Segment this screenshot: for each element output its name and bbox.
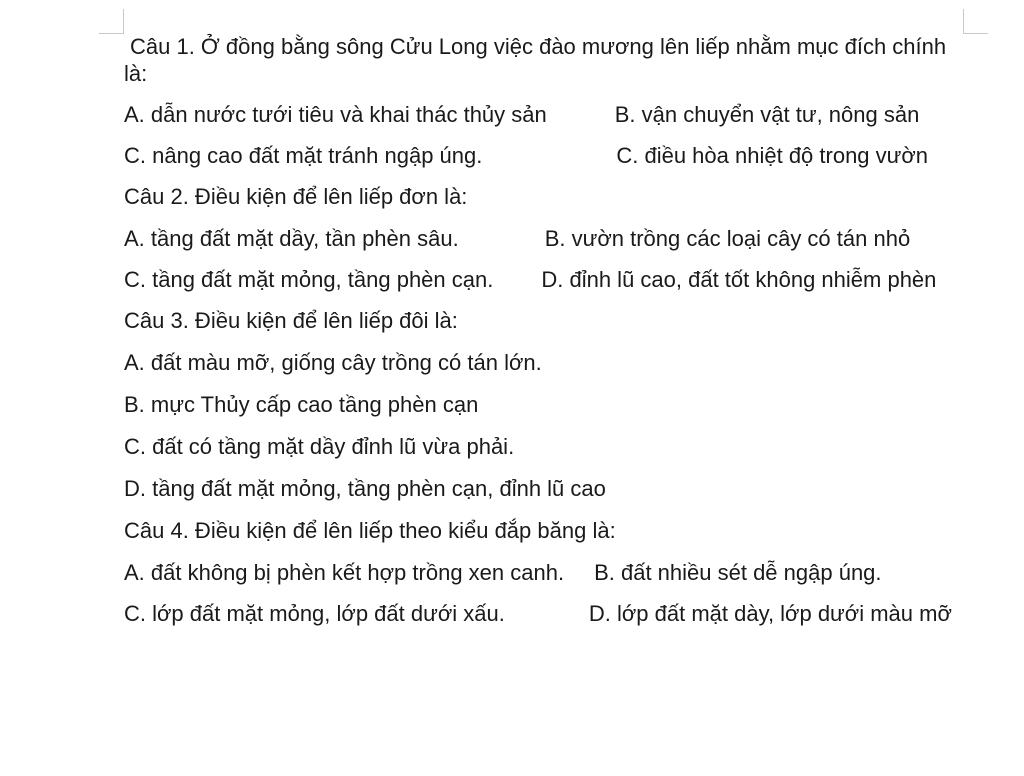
page-corner-marker-right [963,9,988,34]
document-page [124,33,964,641]
question-4-option-b: B. đất nhiều sét dễ ngập úng. [594,560,882,585]
question-4-option-d: D. lớp đất mặt dày, lớp dưới màu mỡ [588,601,952,626]
question-2-options-row-1 [124,225,964,252]
question-4-options-row-1 [124,559,964,586]
question-2-title: Câu 2. Điều kiện để lên liếp đơn là: [124,184,468,209]
question-3-title: Câu 3. Điều kiện để lên liếp đôi là: [124,308,458,333]
page-corner-marker-left [99,9,124,34]
question-3-option-d: D. tầng đất mặt mỏng, tầng phèn cạn, đỉnh lũ cao [124,476,606,501]
question-4-options-row-2 [124,600,964,627]
question-2-options-row-2 [124,266,964,293]
question-2-option-a: A. tầng đất mặt dầy, tần phèn sâu. [124,226,459,251]
question-2-option-d: D. đỉnh lũ cao, đất tốt không nhiễm phèn [541,267,937,292]
question-3-option-a: A. đất màu mỡ, giống cây trồng có tán lớn. [124,350,542,375]
question-1-options-row-1 [124,101,964,128]
question-1-option-c: C. nâng cao đất mặt tránh ngập úng. [124,143,483,168]
question-1-option-a: A. dẫn nước tưới tiêu và khai thác thủy sản [124,102,547,127]
question-3-option-c: C. đất có tầng mặt dầy đỉnh lũ vừa phải. [124,434,515,459]
question-3-option-b: B. mực Thủy cấp cao tầng phèn cạn [124,392,479,417]
question-4-option-c: C. lớp đất mặt mỏng, lớp đất dưới xấu. [124,601,505,626]
question-2-option-c: C. tầng đất mặt mỏng, tầng phèn cạn. [124,267,494,292]
question-2-option-b: B. vườn trồng các loại cây có tán nhỏ [544,226,911,251]
question-1-title: Câu 1. Ở đồng bằng sông Cửu Long việc đào mương lên liếp nhằm mục đích chính là: [124,34,953,86]
question-4-title: Câu 4. Điều kiện để lên liếp theo kiểu đắp băng là: [124,518,616,543]
question-1-option-b: B. vận chuyển vật tư, nông sản [614,102,920,127]
question-4-option-a: A. đất không bị phèn kết hợp trồng xen canh. [124,560,565,585]
question-1-options-row-2 [124,142,964,169]
question-1-option-c2: C. điều hòa nhiệt độ trong vườn [616,143,929,168]
